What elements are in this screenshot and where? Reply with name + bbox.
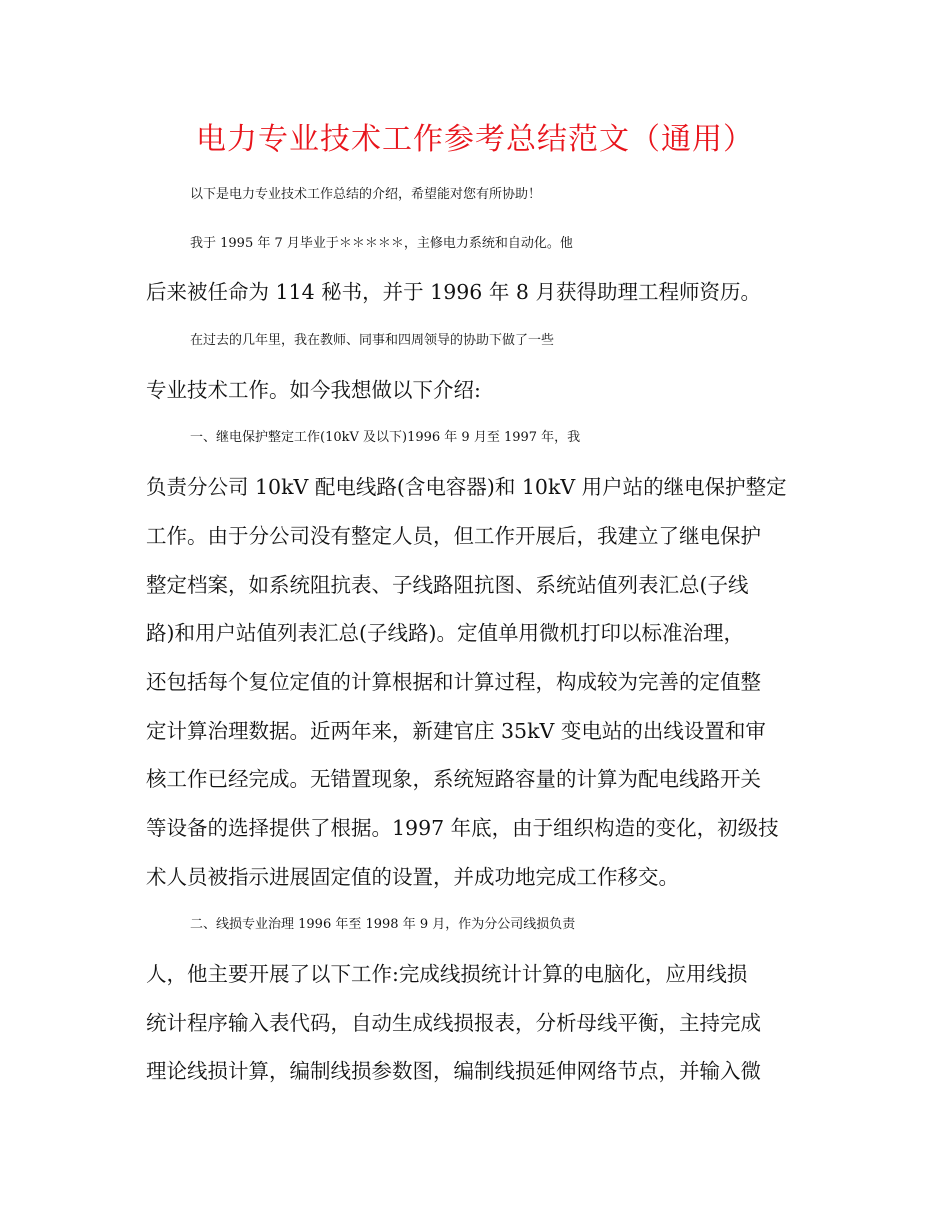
text-line: 我于 1995 年 7 月毕业于＊＊＊＊＊，主修电力系统和自动化。他 bbox=[190, 235, 573, 251]
text-line: 术人员被指示进展固定值的设置，并成功地完成工作移交。 bbox=[146, 864, 679, 889]
text-line: 定计算治理数据。近两年来，新建官庄 35kV 变电站的出线设置和审 bbox=[146, 718, 766, 743]
text-line: 以下是电力专业技术工作总结的介绍，希望能对您有所协助！ bbox=[190, 187, 542, 202]
text-line: 二、线损专业治理 1996 年至 1998 年 9 月，作为分公司线损负责 bbox=[190, 917, 576, 933]
text-line: 路)和用户站值列表汇总(子线路)。定值单用微机打印以标准治理， bbox=[146, 621, 744, 646]
text-line: 负责分公司 10kV 配电线路(含电容器)和 10kV 用户站的继电保护整定 bbox=[146, 475, 787, 500]
document-title: 电力专业技术工作参考总结范文（通用） bbox=[196, 122, 754, 157]
text-line: 一、继电保护整定工作(10kV 及以下)1996 年 9 月至 1997 年，我 bbox=[190, 430, 581, 446]
text-line: 核工作已经完成。无错置现象，系统短路容量的计算为配电线路开关 bbox=[146, 767, 761, 792]
text-line: 专业技术工作。如今我想做以下介绍: bbox=[146, 377, 481, 402]
text-line: 统计程序输入表代码，自动生成线损报表，分析母线平衡，主持完成 bbox=[146, 1010, 761, 1035]
text-line: 人，他主要开展了以下工作:完成线损统计计算的电脑化，应用线损 bbox=[146, 962, 748, 986]
text-line: 理论线损计算，编制线损参数图，编制线损延伸网络节点，并输入微 bbox=[146, 1059, 761, 1084]
document-body bbox=[146, 171, 806, 1096]
paragraph-intro bbox=[146, 171, 806, 220]
paragraph-overview bbox=[146, 317, 806, 414]
text-line: 等设备的选择提供了根据。1997 年底，由于组织构造的变化，初级技 bbox=[146, 815, 779, 840]
paragraph-line-loss bbox=[146, 901, 806, 1096]
text-line: 在过去的几年里，我在教师、同事和四周领导的协助下做了一些 bbox=[190, 333, 555, 349]
paragraph-relay-protection bbox=[146, 414, 806, 901]
text-line: 整定档案，如系统阻抗表、子线路阻抗图、系统站值列表汇总(子线 bbox=[146, 572, 749, 597]
text-line: 后来被任命为 114 秘书，并于 1996 年 8 月获得助理工程师资历。 bbox=[146, 280, 761, 305]
paragraph-background bbox=[146, 220, 806, 317]
text-line: 还包括每个复位定值的计算根据和计算过程，构成较为完善的定值整 bbox=[146, 669, 761, 694]
text-line: 工作。由于分公司没有整定人员，但工作开展后，我建立了继电保护 bbox=[146, 523, 761, 548]
